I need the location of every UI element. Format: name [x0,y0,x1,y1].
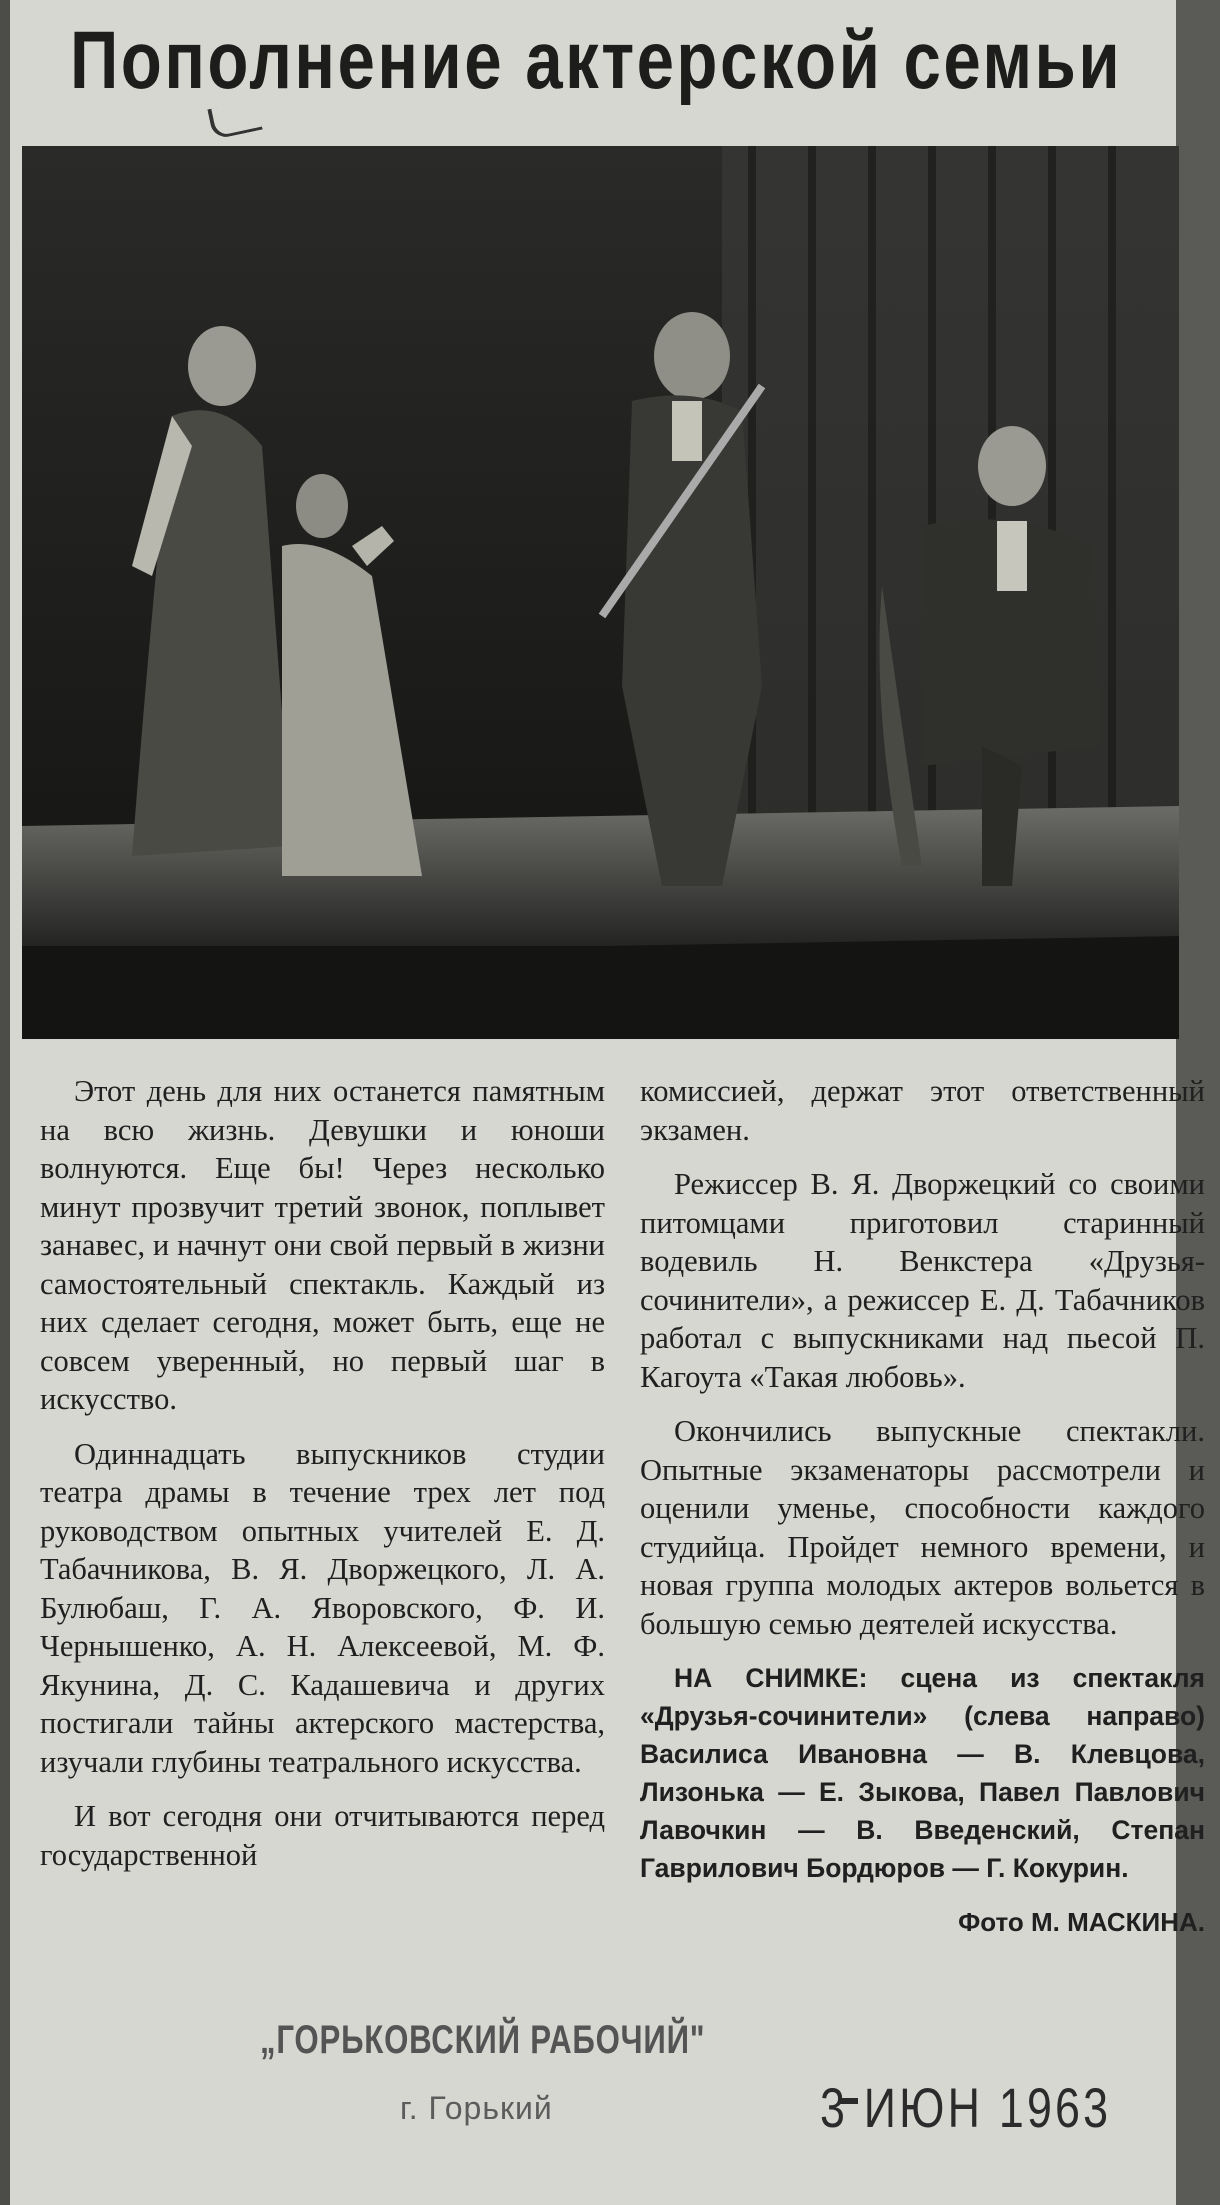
headline: Пополнение актерской семьи [70,15,1123,106]
paragraph-continuation: комиссией, держат этот ответственный экзамен. [640,1074,1205,1147]
city-stamp: г. Горький [400,2090,553,2126]
newspaper-stamp: „ГОРЬКОВСКИЙ РАБОЧИЙ" [260,2018,706,2062]
paragraph-5: Окончились выпускные спектакли. Опытные экзаменаторы рассмотрели и оценили уменье, способности каждого студийца. Пройдет немного времени, и новая группа молодых актеров вольется в большую семью деятелей искусства. [640,1414,1205,1641]
paragraph-4: Режиссер В. Я. Дворжецкий со своими питомцами приготовил старинный водевиль Н. Венкстера «Друзья-сочинители», а режиссер Е. Д. Табачников работал с выпускниками над пьесой П. Кагоута «Такая любовь». [640,1167,1205,1394]
photo-caption: НА СНИМКЕ: сцена из спектакля «Друзья-сочинители» (слева направо) Василиса Ивановна — В. Клевцова, Лизонька — Е. Зыкова, Павел Павлович Лавочкин — В. Введенский, Степан Гаврилович Бордюров — Г. Кокурин. [640,1663,1205,1883]
photo-credit: Фото М. МАСКИНА. [958,1907,1205,1937]
article-column-left [40,1072,605,1890]
paragraph-1: Этот день для них останется памятным на всю жизнь. Девушки и юноши волнуются. Еще бы! Через несколько минут прозвучит третий звонок, поплывет занавес, и начнут они свой первый в жизни самостоятельный спектакль. Каждый из них сделает сегодня, может быть, еще не совсем уверенный, но первый шаг в искусство. [40,1074,605,1416]
paragraph-2: Одиннадцать выпускников студии театра драмы в течение трех лет под руководством опытных учителей Е. Д. Табачникова, В. Я. Дворжецкого, Л. А. Булюбаш, Г. А. Яворовского, Ф. И. Чернышенко, А. Н. Алексеевой, М. Ф. Якунина, Д. С. Кадашевича и других постигали тайны актерского мастерства, изучали глубины театрального искусства. [40,1436,605,1779]
page-edge-left [0,0,10,2205]
stage-photo [22,146,1179,1039]
article-column-right [640,1072,1205,1958]
paragraph-3: И вот сегодня они отчитываются перед государственной [40,1799,605,1872]
date-stamp: 3 ИЮН 1963 [820,2076,1112,2139]
